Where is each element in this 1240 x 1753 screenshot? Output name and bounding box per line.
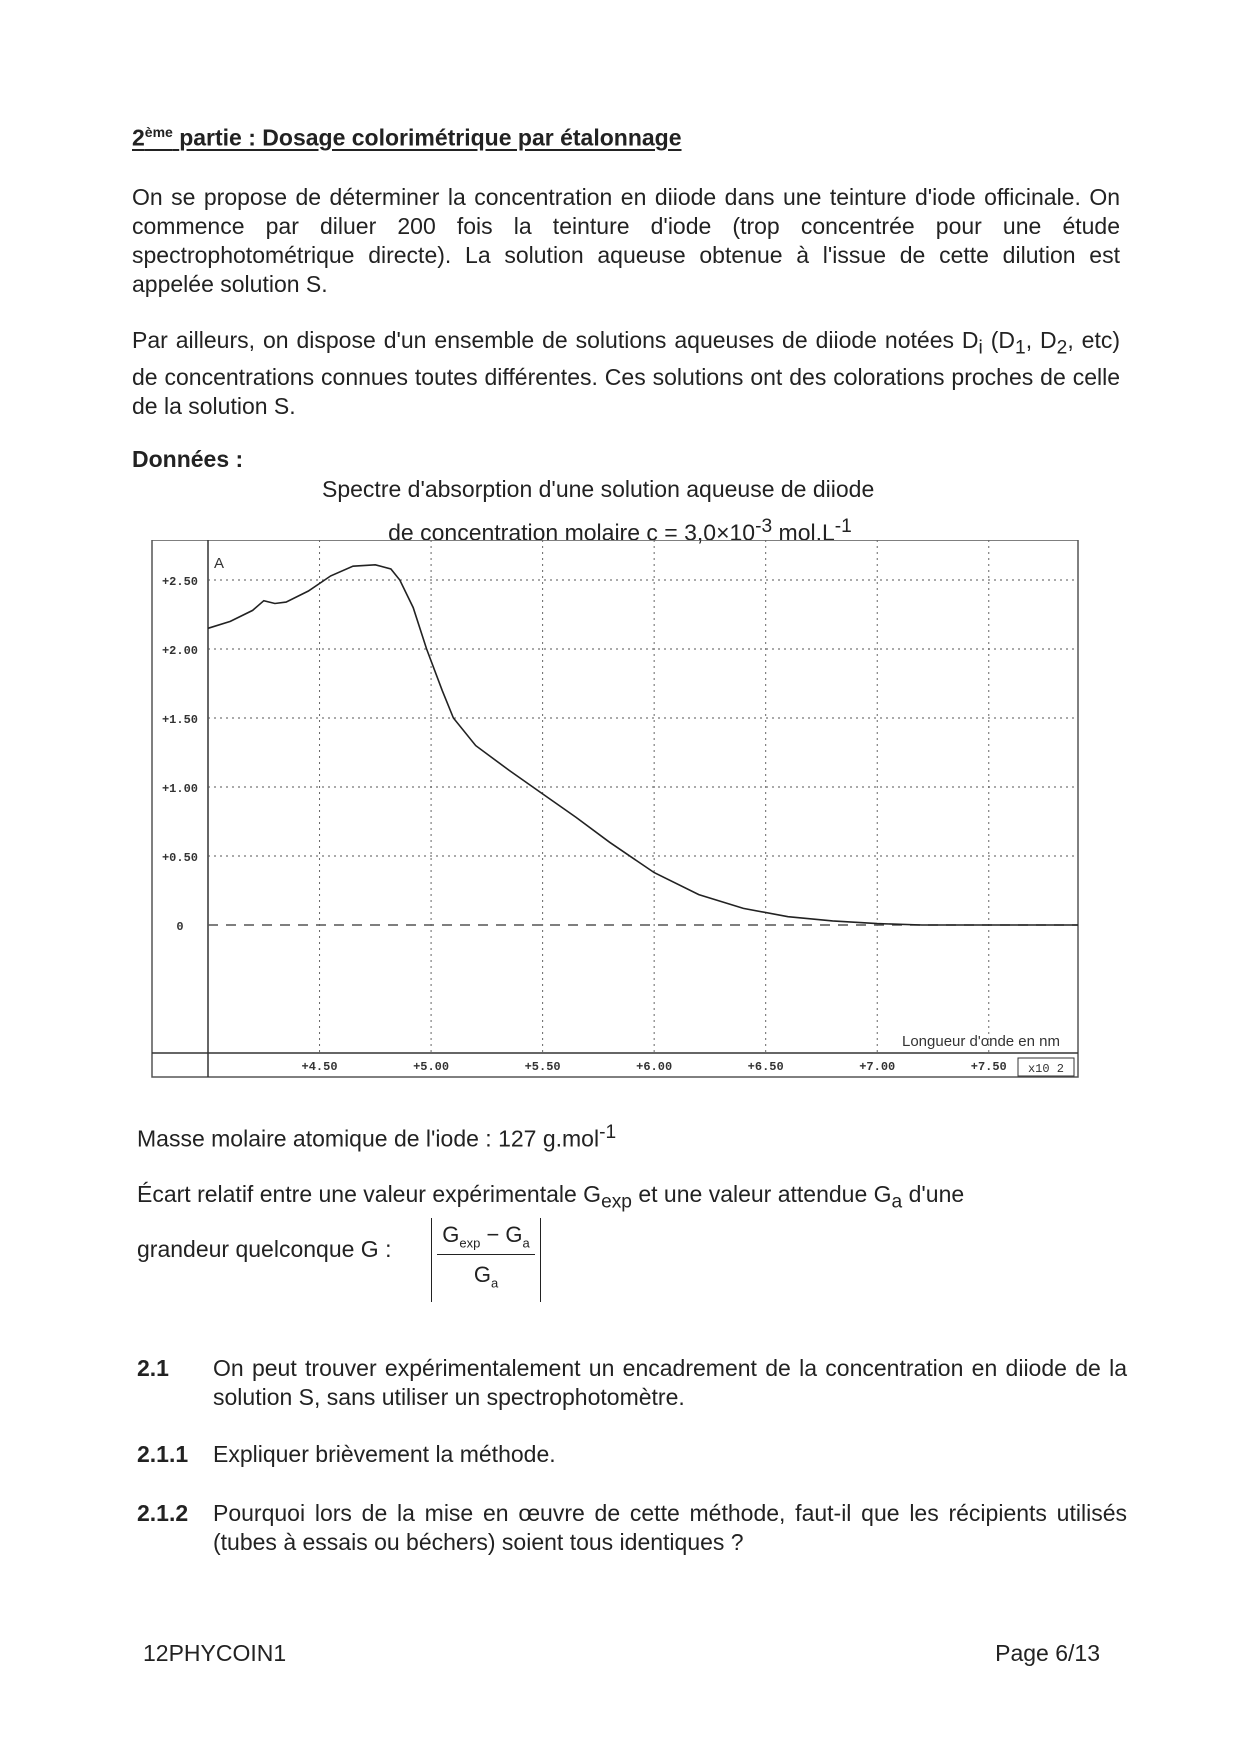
ecart-text-3: d'une <box>902 1181 965 1207</box>
formula-denominator <box>437 1262 535 1290</box>
den-g: G <box>473 1262 491 1287</box>
num-minus-g: − G <box>480 1222 523 1247</box>
footer-code: 12PHYCOIN1 <box>143 1640 287 1666</box>
num-sub-a: a <box>522 1235 530 1251</box>
solutions-sub-2: 2 <box>1056 337 1068 359</box>
y-axis-label: A <box>214 555 225 572</box>
chart-title-exp: -3 <box>755 516 773 537</box>
solutions-text-1: Par ailleurs, on dispose d'un ensemble de solutions aqueuses de diiode notées D <box>132 327 979 353</box>
x-tick-label: +6.00 <box>636 1060 673 1074</box>
chart-title-unit-exp: -1 <box>834 516 852 537</box>
masse-text: Masse molaire atomique de l'iode : 127 g.mol <box>137 1125 600 1152</box>
ecart-sub-exp: exp <box>601 1191 632 1213</box>
ecart-relatif <box>137 1181 1125 1214</box>
masse-exp: -1 <box>599 1122 617 1143</box>
x-multiplier-label: x10 2 <box>1027 1062 1065 1076</box>
absorption-chart-svg <box>148 540 1084 1088</box>
x-tick-label: +7.50 <box>970 1060 1007 1074</box>
solutions-paragraph <box>132 326 1120 421</box>
chart-title-prefix: de concentration molaire c = 3,0×10 <box>388 519 756 546</box>
solutions-sub-i: i <box>978 337 983 359</box>
y-tick-label: +2.00 <box>161 644 199 658</box>
y-tick-label: 0 <box>176 920 184 934</box>
x-tick-label: +7.00 <box>859 1060 896 1074</box>
chart-title-unit: mol.L <box>772 519 835 546</box>
abs-bar-right <box>540 1218 541 1302</box>
num-sub-exp: exp <box>459 1235 481 1251</box>
abs-bar-left <box>431 1218 432 1302</box>
num-g1: G <box>442 1222 460 1247</box>
ecart-text-2: et une valeur attendue G <box>631 1181 892 1207</box>
x-tick-label: +4.50 <box>301 1060 338 1074</box>
x-tick-label: +5.00 <box>413 1060 450 1074</box>
section-title-text: partie : Dosage colorimétrique par étalonnage <box>179 124 682 151</box>
ecart-sub-a: a <box>891 1191 903 1213</box>
y-tick-label: +1.50 <box>161 713 199 727</box>
question-text: Expliquer brièvement la méthode. <box>213 1441 556 1467</box>
footer-page: Page 6/13 <box>995 1640 1100 1666</box>
section-number: 2 <box>132 124 145 151</box>
chart-frame <box>152 540 1078 1077</box>
x-tick-label: +6.50 <box>747 1060 784 1074</box>
question-number: 2.1.1 <box>137 1441 189 1467</box>
chart-grid <box>208 540 1078 1053</box>
section-title <box>132 124 682 152</box>
absorbance-curve <box>208 565 1078 925</box>
donnees-label: Données : <box>132 446 244 472</box>
solutions-sub-1: 1 <box>1015 337 1026 359</box>
x-axis-label: Longueur d'onde en nm <box>902 1033 1060 1050</box>
grandeur-label: grandeur quelconque G : <box>137 1236 392 1262</box>
formula-numerator <box>437 1222 535 1250</box>
y-tick-label: +2.50 <box>161 575 199 589</box>
solutions-text-4: , etc) de concentrations connues toutes différentes. Ces solutions ont des colorations proches de celle de la solution S. <box>132 327 1120 419</box>
question-number: 2.1.2 <box>137 1500 189 1526</box>
fraction-line <box>437 1254 535 1255</box>
relative-gap-formula <box>427 1218 545 1304</box>
question-text: Pourquoi lors de la mise en œuvre de cette méthode, faut-il que les récipients utilisés (tubes à essais ou béchers) soient tous identiques ? <box>213 1500 1127 1555</box>
y-tick-label: +1.00 <box>161 782 199 796</box>
ecart-text-1: Écart relatif entre une valeur expérimentale G <box>137 1181 602 1207</box>
chart-title-line1: Spectre d'absorption d'une solution aqueuse de diiode <box>322 476 875 502</box>
x-tick-label: +5.50 <box>524 1060 561 1074</box>
den-sub-a: a <box>490 1275 499 1291</box>
intro-paragraph: On se propose de déterminer la concentration en diiode dans une teinture d'iode officinale. On commence par diluer 200 fois la teinture d'iode (trop concentrée pour une étude spectrophotométrique directe). La solution aqueuse obtenue à l'issue de cette dilution est appelée solution S. <box>132 184 1120 297</box>
y-tick-label: +0.50 <box>161 851 199 865</box>
question-text: On peut trouver expérimentalement un encadrement de la concentration en diiode de la solution S, sans utiliser un spectrophotomètre. <box>213 1355 1127 1410</box>
section-number-sup: ème <box>144 124 173 140</box>
absorption-chart <box>148 540 1084 1088</box>
question-number: 2.1 <box>137 1355 169 1381</box>
masse-molaire <box>137 1122 616 1153</box>
solutions-text-2: (D <box>982 327 1016 353</box>
solutions-text-3: , D <box>1025 327 1057 353</box>
